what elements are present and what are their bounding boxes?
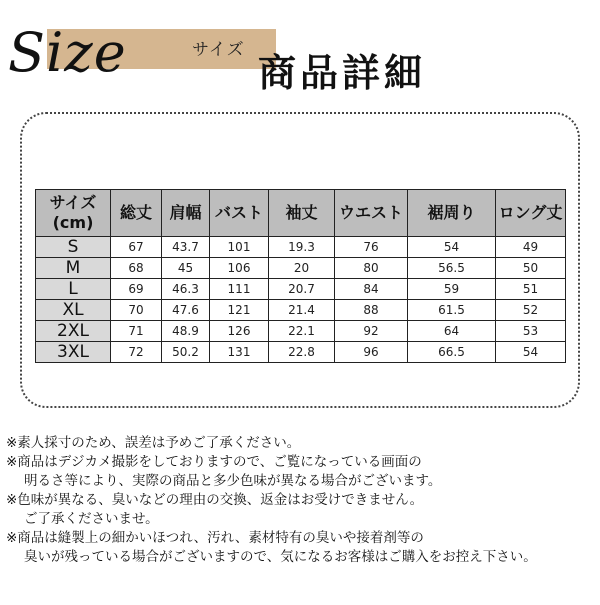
table-row: [36, 321, 566, 342]
table-row: [36, 258, 566, 279]
table-cell: 21.4: [269, 300, 335, 321]
size-label: 2XL: [36, 321, 111, 342]
table-cell: 49: [496, 237, 566, 258]
table-cell: 84: [335, 279, 408, 300]
notes: [6, 434, 600, 567]
size-table: [35, 189, 566, 363]
table-cell: 43.7: [162, 237, 210, 258]
column-header: 総丈: [111, 190, 162, 237]
note-line: ※商品は縫製上の細かいほつれ、汚れ、素材特有の臭いや接着剤等の: [6, 530, 424, 546]
table-cell: 131: [210, 342, 269, 363]
table-cell: 80: [335, 258, 408, 279]
table-row: [36, 279, 566, 300]
table-row: [36, 300, 566, 321]
table-cell: 66.5: [408, 342, 496, 363]
table-cell: 61.5: [408, 300, 496, 321]
table-cell: 22.8: [269, 342, 335, 363]
table-cell: 121: [210, 300, 269, 321]
size-label: S: [36, 237, 111, 258]
table-cell: 20.7: [269, 279, 335, 300]
size-label: XL: [36, 300, 111, 321]
table-cell: 67: [111, 237, 162, 258]
table-header-row: [36, 190, 566, 237]
table-cell: 50: [496, 258, 566, 279]
table-cell: 54: [496, 342, 566, 363]
table-cell: 64: [408, 321, 496, 342]
note-line: ※商品はデジカメ撮影をしておりますので、ご覧になっている画面の: [6, 454, 422, 470]
table-cell: 92: [335, 321, 408, 342]
table-cell: 54: [408, 237, 496, 258]
note-line: ※色味が異なる、臭いなどの理由の交換、返金はお受けできません。: [6, 492, 424, 508]
table-cell: 68: [111, 258, 162, 279]
table-cell: 96: [335, 342, 408, 363]
size-label: M: [36, 258, 111, 279]
note-line: ※素人採寸のため、誤差は予めご了承ください。: [6, 435, 301, 451]
column-header: バスト: [210, 190, 269, 237]
table-cell: 52: [496, 300, 566, 321]
table-cell: 50.2: [162, 342, 210, 363]
table-cell: 71: [111, 321, 162, 342]
table-cell: 59: [408, 279, 496, 300]
table-row: [36, 237, 566, 258]
column-header: サイズ (cm): [36, 190, 111, 237]
table-cell: 48.9: [162, 321, 210, 342]
table-cell: 88: [335, 300, 408, 321]
column-header: 肩幅: [162, 190, 210, 237]
table-cell: 53: [496, 321, 566, 342]
column-header: ロング丈: [496, 190, 566, 237]
table-cell: 51: [496, 279, 566, 300]
note-line: 明るさ等により、実際の商品と多少色味が異なる場合がございます。: [24, 473, 442, 489]
table-cell: 20: [269, 258, 335, 279]
note-line: 臭いが残っている場合がございますので、気になるお客様はご購入をお控え下さい。: [24, 549, 537, 565]
size-kana-label: サイズ: [192, 40, 245, 60]
table-cell: 22.1: [269, 321, 335, 342]
size-label: L: [36, 279, 111, 300]
table-cell: 101: [210, 237, 269, 258]
column-header: ウエスト: [335, 190, 408, 237]
table-cell: 72: [111, 342, 162, 363]
table-cell: 56.5: [408, 258, 496, 279]
table-cell: 46.3: [162, 279, 210, 300]
column-header: 袖丈: [269, 190, 335, 237]
table-cell: 47.6: [162, 300, 210, 321]
size-label: 3XL: [36, 342, 111, 363]
table-cell: 76: [335, 237, 408, 258]
table-row: [36, 342, 566, 363]
column-header: 裾周り: [408, 190, 496, 237]
table-cell: 106: [210, 258, 269, 279]
table-cell: 111: [210, 279, 269, 300]
table-cell: 45: [162, 258, 210, 279]
page-title: 商品詳細: [258, 51, 427, 95]
header: [0, 0, 600, 100]
table-cell: 19.3: [269, 237, 335, 258]
table-body: [36, 237, 566, 363]
size-script-title: Size: [8, 21, 127, 84]
table-cell: 70: [111, 300, 162, 321]
table-cell: 126: [210, 321, 269, 342]
table-cell: 69: [111, 279, 162, 300]
note-line: ご了承くださいませ。: [24, 511, 159, 527]
